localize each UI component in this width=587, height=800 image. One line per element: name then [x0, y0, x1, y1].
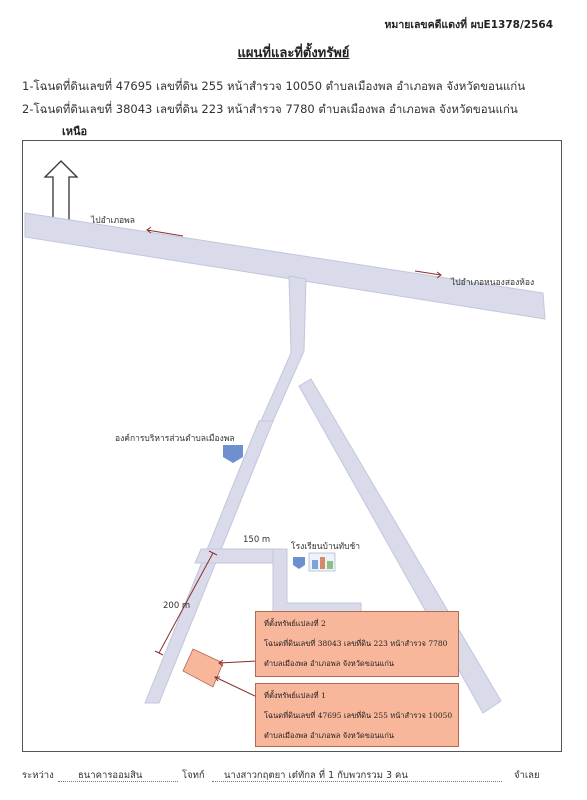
road-west-label: ไปอำเภอพล: [91, 216, 135, 226]
distance-label-200: 200 m: [163, 601, 191, 611]
school-marker-icon: [293, 557, 305, 569]
plaintiff-role: โจทก์: [182, 770, 205, 781]
distance-label-150: 150 m: [243, 535, 271, 545]
tao-office-label: องค์การบริหารส่วนตำบลเมืองพล: [115, 434, 235, 444]
plot-marker: [183, 649, 223, 687]
plot2-deed: โฉนดที่ดินเลขที่ 38043 เลขที่ดิน 223 หน้าสำรวจ 7780: [264, 639, 448, 648]
school-picture-icon: [309, 553, 335, 571]
north-label: เหนือ: [62, 125, 88, 138]
deed-line-2: 2-โฉนดที่ดินเลขที่ 38043 เลขที่ดิน 223 หน้าสำรวจ 7780 ตำบลเมืองพล อำเภอพล จังหวัดขอนแก่น: [22, 102, 518, 116]
location-map: [22, 140, 562, 752]
plot2-location: ตำบลเมืองพล อำเภอพล จังหวัดขอนแก่น: [264, 659, 395, 668]
plot1-location: ตำบลเมืองพล อำเภอพล จังหวัดขอนแก่น: [264, 731, 395, 740]
defendant-names: นางสาวกฤตยา เต๋ทักล ที่ 1 กับพวกรวม 3 คน: [224, 770, 408, 781]
plaintiff-name: ธนาคารออมสิน: [78, 770, 143, 781]
plot1-title: ที่ตั้งทรัพย์แปลงที่ 1: [264, 691, 326, 700]
case-number: หมายเลขคดีแดงที่ ผบE1378/2564: [384, 19, 553, 31]
plot1-deed: โฉนดที่ดินเลขที่ 47695 เลขที่ดิน 255 หน้าสำรวจ 10050: [264, 711, 453, 720]
road-east-label: ไปอำเภอหนองสองห้อง: [451, 278, 535, 288]
plot2-pointer-arrow: [219, 661, 257, 663]
page-title: แผนที่และที่ตั้งทรัพย์: [237, 46, 350, 61]
between-label: ระหว่าง: [22, 770, 54, 781]
school-label: โรงเรียนบ้านทับช้า: [291, 542, 361, 552]
plot1-pointer-arrow: [215, 677, 257, 697]
plot1-info-box: [255, 683, 459, 747]
defendant-role: จำเลย: [514, 770, 540, 781]
plot2-title: ที่ตั้งทรัพย์แปลงที่ 2: [264, 619, 326, 628]
plot2-info-box: [255, 611, 459, 677]
south-road: [261, 276, 306, 421]
main-road: [25, 213, 545, 319]
tao-office-marker-icon: [223, 445, 243, 463]
side-road-east: [195, 549, 275, 563]
deed-line-1: 1-โฉนดที่ดินเลขที่ 47695 เลขที่ดิน 255 หน้าสำรวจ 10050 ตำบลเมืองพล อำเภอพล จังหวัดขอนแก่น: [22, 79, 526, 93]
